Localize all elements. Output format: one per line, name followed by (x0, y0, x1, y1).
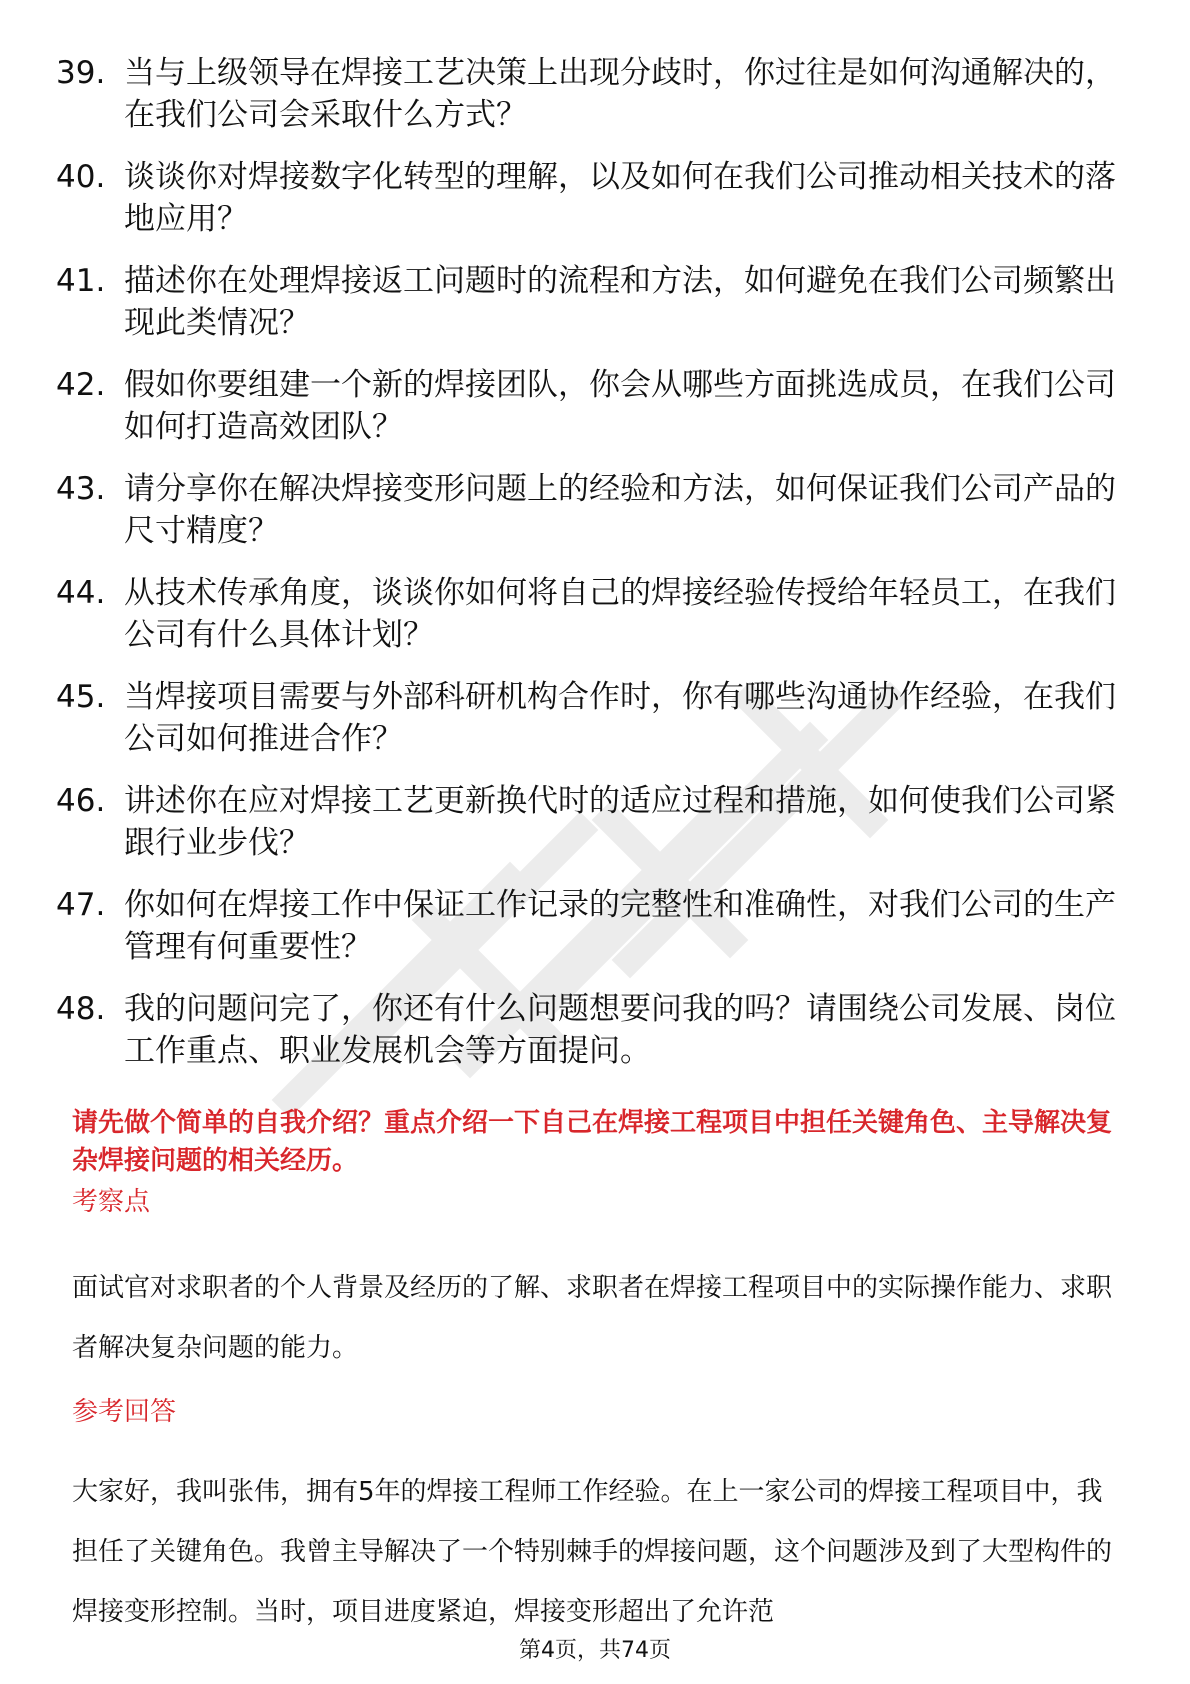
question-item (56, 52, 1136, 136)
page-footer: 第4页，共74页 (519, 1638, 671, 1663)
highlight-question: 请先做个简单的自我介绍？重点介绍一下自己在焊接工程项目中担任关键角色、主导解决复杂焊接问题的相关经历。 (72, 1108, 1113, 1176)
question-item (56, 988, 1136, 1072)
question-number: 45. (56, 679, 106, 715)
question-number: 41. (56, 263, 106, 299)
question-text: 你如何在焊接工作中保证工作记录的完整性和准确性，对我们公司的生产管理有何重要性？ (124, 887, 1116, 965)
question-text: 当焊接项目需要与外部科研机构合作时，你有哪些沟通协作经验，在我们公司如何推进合作？ (124, 679, 1116, 757)
question-number: 44. (56, 575, 106, 611)
reference-heading: 参考回答 (72, 1397, 177, 1427)
question-number: 42. (56, 367, 106, 403)
assessment-text: 面试官对求职者的个人背景及经历的了解、求职者在焊接工程项目中的实际操作能力、求职者解决复杂问题的能力。 (72, 1273, 1113, 1363)
question-number: 39. (56, 55, 106, 91)
question-text: 讲述你在应对焊接工艺更新换代时的适应过程和措施，如何使我们公司紧跟行业步伐？ (124, 783, 1116, 861)
question-list (56, 52, 1136, 1092)
question-text: 谈谈你对焊接数字化转型的理解，以及如何在我们公司推动相关技术的落地应用？ (124, 159, 1116, 237)
question-number: 46. (56, 783, 106, 819)
assessment-heading: 考察点 (72, 1187, 151, 1217)
question-number: 43. (56, 471, 106, 507)
question-text: 假如你要组建一个新的焊接团队，你会从哪些方面挑选成员，在我们公司如何打造高效团队？ (124, 367, 1116, 445)
question-item (56, 780, 1136, 864)
question-text: 我的问题问完了，你还有什么问题想要问我的吗？请围绕公司发展、岗位工作重点、职业发展机会等方面提问。 (124, 991, 1116, 1069)
question-number: 48. (56, 991, 106, 1027)
question-text: 当与上级领导在焊接工艺决策上出现分歧时，你过往是如何沟通解决的，在我们公司会采取什么方式？ (124, 55, 1116, 133)
question-item (56, 572, 1136, 656)
question-number: 47. (56, 887, 106, 923)
question-text: 从技术传承角度，谈谈你如何将自己的焊接经验传授给年轻员工，在我们公司有什么具体计划？ (124, 575, 1116, 653)
question-item (56, 676, 1136, 760)
question-item (56, 156, 1136, 240)
question-item (56, 260, 1136, 344)
question-text: 描述你在处理焊接返工问题时的流程和方法，如何避免在我们公司频繁出现此类情况？ (124, 263, 1116, 341)
question-item (56, 884, 1136, 968)
question-number: 40. (56, 159, 106, 195)
reference-answer-text: 大家好，我叫张伟，拥有5年的焊接工程师工作经验。在上一家公司的焊接工程项目中，我担任了关键角色。我曾主导解决了一个特别棘手的焊接问题，这个问题涉及到了大型构件的焊接变形控制。当时，项目进度紧迫，焊接变形超出了允许范 (72, 1477, 1113, 1627)
question-item (56, 468, 1136, 552)
question-text: 请分享你在解决焊接变形问题上的经验和方法，如何保证我们公司产品的尺寸精度？ (124, 471, 1116, 549)
question-item (56, 364, 1136, 448)
